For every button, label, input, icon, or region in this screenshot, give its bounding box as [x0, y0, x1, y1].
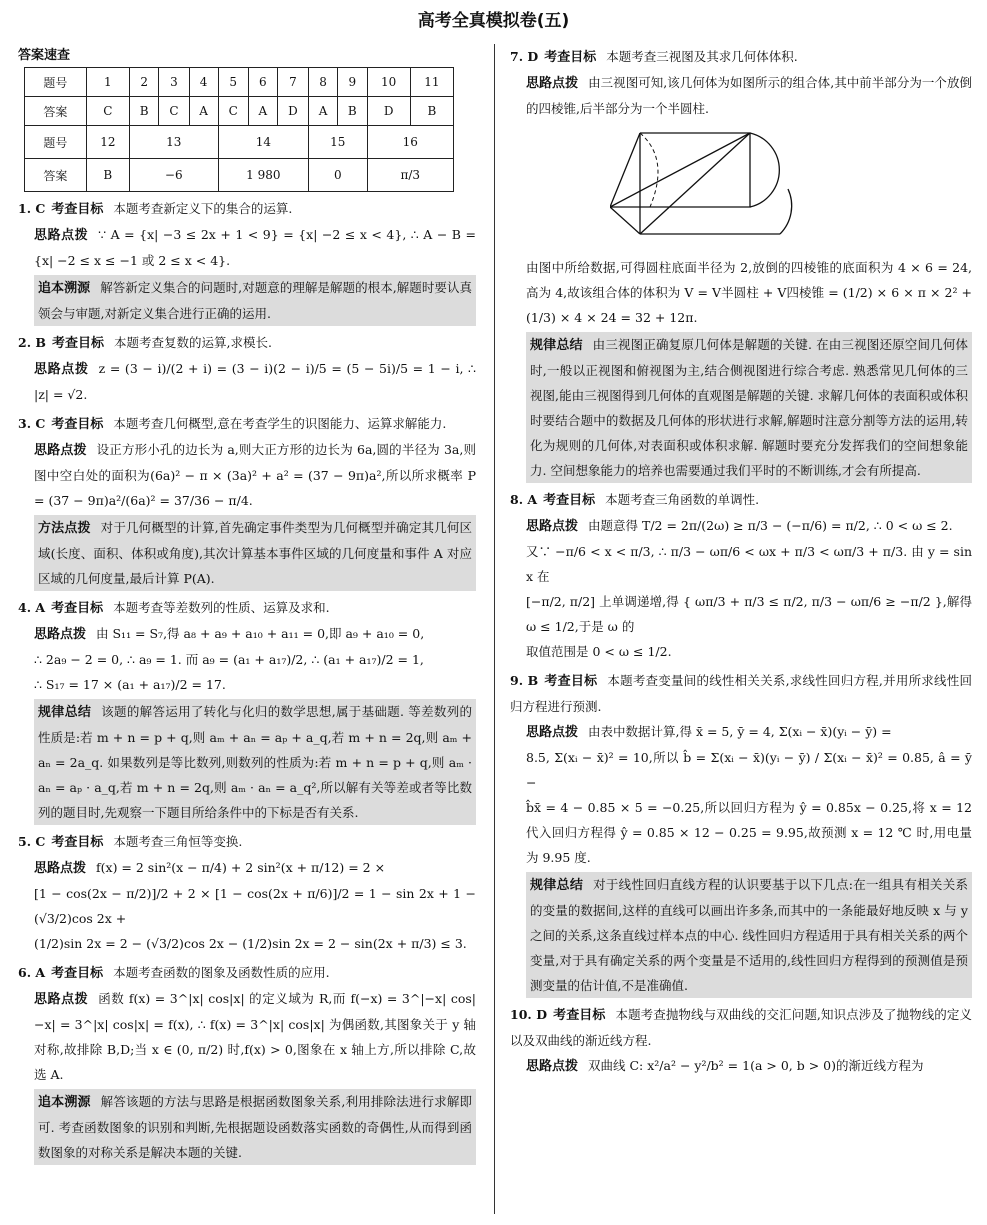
idea-tag: 思路点拨: [34, 228, 89, 243]
table-cell: 1 980: [218, 159, 308, 192]
formula-line: ∴ 2a₉ − 2 = 0, ∴ a₉ = 1. 而 a₉ = (a₁ + a₁₇)/2, ∴ (a₁ + a₁₇)/2 = 1,: [34, 652, 424, 667]
table-cell: 13: [129, 126, 218, 159]
question-number: 7. D: [510, 49, 539, 64]
formula-line: [1 − cos(2x − π/2)]/2 + 2 × [1 − cos(2x + π/6)]/2 = 1 − sin 2x + 1 − (√3/2)cos 2x +: [34, 886, 476, 926]
summary-tag: 规律总结: [530, 338, 583, 353]
idea-tag: 思路点拨: [34, 443, 87, 458]
table-cell: B: [86, 159, 129, 192]
idea-tag: 思路点拨: [34, 627, 87, 642]
summary-tag: 规律总结: [530, 878, 584, 893]
idea-text: f(x) = 2 sin²(x − π/4) + 2 sin²(x + π/12) = 2 ×: [96, 860, 386, 875]
solid-figure: [610, 129, 972, 247]
idea-tag: 思路点拨: [526, 725, 579, 740]
idea-text: 由 S₁₁ = S₇,得 a₈ + a₉ + a₁₀ + a₁₁ = 0,即 a₉ + a₁₀ = 0,: [96, 626, 425, 641]
method-text: 对于几何概型的计算,首先确定事件类型为几何概型并确定其几何区域(长度、面积、体积或角度),其次计算基本事件区域的几何度量和事件 A 对应区域的几何度量,最后计算 P(A).: [38, 520, 472, 586]
table-cell: 14: [218, 126, 308, 159]
table-cell: 11: [410, 68, 453, 97]
formula-line: 又∵ −π/6 < x < π/3, ∴ π/3 − ωπ/6 < ωx + π/3 < ωπ/3 + π/3. 由 y = sin x 在: [526, 544, 972, 584]
target-text: 本题考查几何概型,意在考查学生的识图能力、运算求解能力.: [113, 416, 447, 431]
geometry-figure-svg: [610, 129, 840, 239]
table-cell: A: [309, 97, 338, 126]
method-tag: 方法点拨: [38, 521, 91, 536]
trace-tag: 追本溯源: [38, 281, 91, 296]
table-cell: C: [218, 97, 248, 126]
idea-tag: 思路点拨: [34, 992, 89, 1007]
idea-text: 由表中数据计算,得 x̄ = 5, ȳ = 4, Σ(xᵢ − x̄)(yᵢ − ȳ) =: [588, 724, 892, 739]
table-cell: π/3: [367, 159, 453, 192]
question-number: 2. B: [18, 335, 46, 350]
question-number: 3. C: [18, 416, 46, 431]
idea-text: 双曲线 C: x²/a² − y²/b² = 1(a > 0, b > 0)的渐近线方程为: [588, 1058, 924, 1073]
table-cell: B: [129, 97, 158, 126]
answer-section-label: 答案速查: [18, 48, 71, 63]
idea-text: 设正方形小孔的边长为 a,则大正方形的边长为 6a,圆的半径为 3a,则图中空白处的面积为(6a)² − π × (3a)² + a² = (37 − 9π)a²,所以所求概率 P = (37 − 9π)a²/(6a)² = 37/36 − π/4.: [34, 442, 476, 508]
table-cell: 8: [309, 68, 338, 97]
solution-item: [18, 595, 476, 825]
solution-item: [510, 668, 972, 998]
target-text: 本题考查新定义下的集合的运算.: [113, 201, 293, 216]
trace-text: 解答新定义集合的问题时,对题意的理解是解题的根本,解题时要认真领会与审题,对新定义集合进行正确的运用.: [38, 280, 472, 321]
formula-line: ∴ S₁₇ = 17 × (a₁ + a₁₇)/2 = 17.: [34, 677, 226, 692]
question-number: 4. A: [18, 600, 46, 615]
table-cell: 4: [189, 68, 218, 97]
solution-item: [18, 960, 476, 1165]
target-text: 本题考查三角函数的单调性.: [605, 492, 760, 507]
question-number: 8. A: [510, 492, 538, 507]
summary-text: 对于线性回归直线方程的认识要基于以下几点:在一组具有相关关系的变量的数据间,这样的直线可以画出许多条,而其中的一条能最好地反映 x 与 y 之间的关系,这条直线过样本点的中心. 线性回归方程适用于具有相关关系的两个变量,对于具有确定关系的两个变量是不适用的,线性回归方程得到的预测值是预测变量的估计值,不是准确值.: [530, 877, 968, 993]
solution-item: [18, 196, 476, 326]
target-text: 本题考查函数的图象及函数性质的应用.: [113, 965, 330, 980]
idea-text: z = (3 − i)/(2 + i) = (3 − i)(2 − i)/5 = (5 − 5i)/5 = 1 − i, ∴ |z| = √2.: [34, 361, 476, 402]
left-column: [18, 44, 476, 1169]
column-divider: [494, 44, 495, 1214]
idea-text: ∵ A = {x| −3 ≤ 2x + 1 < 9} = {x| −2 ≤ x < 4}, ∴ A − B = {x| −2 ≤ x ≤ −1 或 2 ≤ x < 4}.: [34, 227, 476, 268]
target-tag: 考查目标: [51, 202, 104, 217]
target-tag: 考查目标: [51, 601, 104, 616]
target-text: 本题考查三角恒等变换.: [113, 834, 243, 849]
summary-text: 该题的解答运用了转化与化归的数学思想,属于基础题. 等差数列的性质是:若 m + n = p + q,则 aₘ + aₙ = aₚ + a_q,若 m + n = 2q,则 aₘ + aₙ = 2a_q. 如果数列是等比数列,则数列的性质为:若 m + n = p + q,则 aₘ · aₙ = aₚ · a_q,若 m + n = 2q,则 aₘ · aₙ = a_q²,所以解有关等差或者等比数列的题目时,先观察一下题目所给条件中的下标是否有关系.: [38, 704, 472, 820]
summary-tag: 规律总结: [38, 705, 92, 720]
idea-tag: 思路点拨: [526, 76, 579, 91]
table-cell: 12: [86, 126, 129, 159]
page-title: 高考全真模拟卷(五): [417, 11, 570, 31]
formula-line: 8.5, Σ(xᵢ − x̄)² = 10,所以 b̂ = Σ(xᵢ − x̄)(yᵢ − ȳ) / Σ(xᵢ − x̄)² = 0.85, â = ȳ −: [526, 750, 972, 790]
idea-tag: 思路点拨: [34, 362, 89, 377]
table-cell: 5: [218, 68, 248, 97]
idea-tag: 思路点拨: [34, 861, 87, 876]
question-number: 1. C: [18, 201, 46, 216]
table-cell: 9: [338, 68, 367, 97]
solution-item: [510, 1002, 972, 1079]
target-text: 本题考查抛物线与双曲线的交汇问题,知识点涉及了抛物线的定义以及双曲线的渐近线方程.: [510, 1007, 972, 1048]
target-text: 本题考查变量间的线性相关关系,求线性回归方程,并用所求线性回归方程进行预测.: [510, 673, 972, 714]
table-cell: 答案: [25, 97, 87, 126]
table-cell: 题号: [25, 126, 87, 159]
table-cell: D: [277, 97, 308, 126]
formula-line: (1/2)sin 2x = 2 − (√3/2)cos 2x − (1/2)sin 2x = 2 − sin(2x + π/3) ≤ 3.: [34, 936, 467, 951]
target-tag: 考查目标: [553, 1008, 606, 1023]
table-cell: B: [338, 97, 367, 126]
table-cell: C: [86, 97, 129, 126]
solution-item: [18, 330, 476, 407]
trace-tag: 追本溯源: [38, 1095, 91, 1110]
target-text: 本题考查等差数列的性质、运算及求和.: [113, 600, 330, 615]
right-column: [510, 44, 972, 1083]
question-number: 10. D: [510, 1007, 548, 1022]
idea-text: 由图中所给数据,可得圆柱底面半径为 2,放倒的四棱锥的底面积为 4 × 6 = 24,高为 4,故该组合体的体积为 V = V半圆柱 + V四棱锥 = (1/2) × 6 × π × 2² + (1/3) × 4 × 24 = 32 + 12π.: [526, 260, 972, 325]
table-cell: A: [189, 97, 218, 126]
solution-item: [510, 487, 972, 664]
question-number: 6. A: [18, 965, 46, 980]
solution-item: [18, 829, 476, 956]
table-cell: C: [159, 97, 189, 126]
summary-text: 由三视图正确复原几何体是解题的关键. 在由三视图还原空间几何体时,一般以正视图和俯视图为主,结合侧视图进行综合考虑. 熟悉常见几何体的三视图,能由三视图得到几何体的直观图是解题的关键. 求解几何体的表面积或体积时要结合题中的数据及几何体的形状进行求解,解题时注意分割等方法的运用,转化为规则的几何体,对表面积或体积求解. 解题时要充分发挥我们的空间想象能力. 空间想象能力的培养也需要通过我们平时的不断训练,才会有所提高.: [530, 337, 968, 478]
table-cell: 答案: [25, 159, 87, 192]
table-cell: B: [410, 97, 453, 126]
table-cell: 题号: [25, 68, 87, 97]
idea-tag: 思路点拨: [526, 1059, 579, 1074]
formula-line: [−π/2, π/2] 上单调递增,得 { ωπ/3 + π/3 ≤ π/2, π/3 − ωπ/6 ≥ −π/2 },解得 ω ≤ 1/2,于是 ω 的: [526, 594, 972, 634]
target-tag: 考查目标: [51, 835, 104, 850]
table-cell: 6: [248, 68, 277, 97]
target-tag: 考查目标: [543, 493, 596, 508]
target-tag: 考查目标: [544, 50, 597, 65]
formula-line: b̂x̄ = 4 − 0.85 × 5 = −0.25,所以回归方程为 ŷ = 0.85x − 0.25,将 x = 12 代入回归方程得 ŷ = 0.85 × 12 − 0.25 = 9.95,故预测 x = 12 ℃ 时,用电量为 9.95 度.: [526, 800, 972, 865]
question-number: 5. C: [18, 834, 46, 849]
table-cell: −6: [129, 159, 218, 192]
table-cell: 10: [367, 68, 410, 97]
target-tag: 考查目标: [51, 417, 104, 432]
table-cell: 7: [277, 68, 308, 97]
target-tag: 考查目标: [544, 674, 598, 689]
idea-text: 函数 f(x) = 3^|x| cos|x| 的定义域为 R,而 f(−x) = 3^|−x| cos|−x| = 3^|x| cos|x| = f(x), ∴ f(x) = 3^|x| cos|x| 为偶函数,其图象关于 y 轴对称,故排除 B,D;当 x ∈ (0, π/2) 时,f(x) > 0,图象在 x 轴上方,所以排除 C,故选 A.: [34, 991, 476, 1082]
table-cell: 0: [309, 159, 368, 192]
table-cell: 2: [129, 68, 158, 97]
trace-text: 解答该题的方法与思路是根据函数图象关系,利用排除法进行求解即可. 考查函数图象的识别和判断,先根据题设函数落实函数的奇偶性,从而得到函数图象的对称关系是解决本题的关键.: [38, 1094, 472, 1160]
table-cell: 16: [367, 126, 453, 159]
solution-item: [18, 411, 476, 591]
answer-table: [24, 67, 454, 192]
target-tag: 考查目标: [51, 966, 104, 981]
solution-item: [510, 44, 972, 483]
table-cell: D: [367, 97, 410, 126]
idea-tag: 思路点拨: [526, 519, 579, 534]
target-tag: 考查目标: [51, 336, 104, 351]
table-cell: 3: [159, 68, 189, 97]
target-text: 本题考查三视图及其求几何体体积.: [606, 49, 798, 64]
formula-line: 取值范围是 0 < ω ≤ 1/2.: [526, 644, 672, 659]
target-text: 本题考查复数的运算,求模长.: [113, 335, 272, 350]
table-cell: 1: [86, 68, 129, 97]
table-cell: 15: [309, 126, 368, 159]
question-number: 9. B: [510, 673, 539, 688]
table-cell: A: [248, 97, 277, 126]
idea-text: 由题意得 T/2 = 2π/(2ω) ≥ π/3 − (−π/6) = π/2, ∴ 0 < ω ≤ 2.: [588, 518, 953, 533]
idea-text: 由三视图可知,该几何体为如图所示的组合体,其中前半部分为一个放倒的四棱锥,后半部分为一个半圆柱.: [526, 75, 972, 116]
